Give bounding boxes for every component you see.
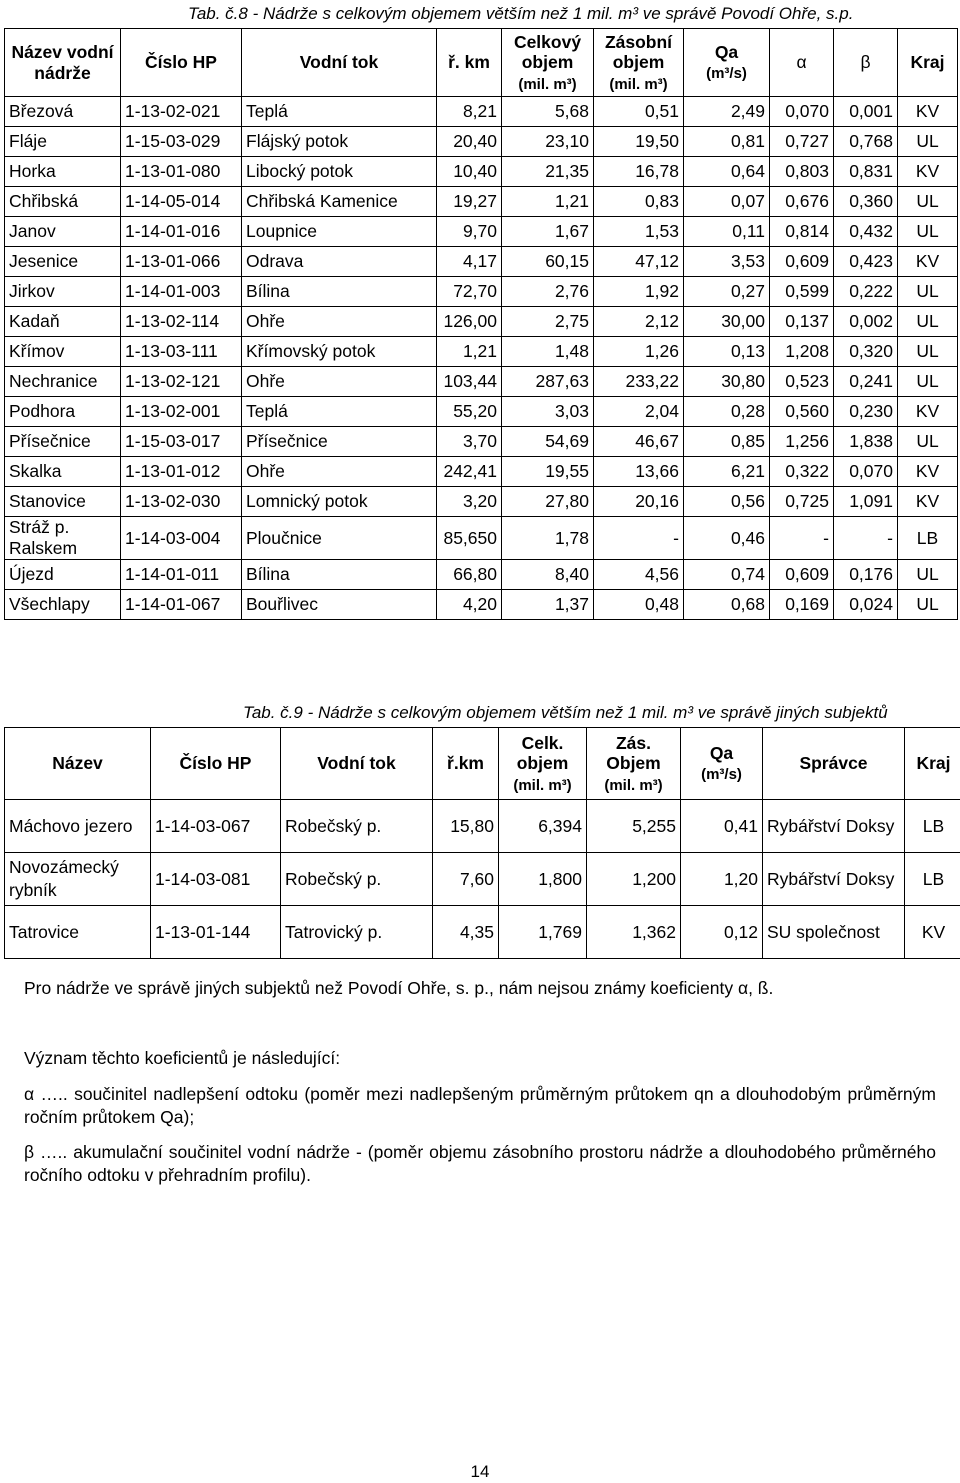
table-cell: 2,49 <box>684 97 770 127</box>
table-cell: Loupnice <box>242 217 437 247</box>
table-row <box>5 97 958 127</box>
header-region: Kraj <box>898 29 958 97</box>
table-cell: Skalka <box>5 457 121 487</box>
table-cell: 54,69 <box>502 427 594 457</box>
table-cell: 0,609 <box>770 560 834 590</box>
table-row <box>5 397 958 427</box>
note-coefficients: Pro nádrže ve správě jiných subjektů než Povodí Ohře, s. p., nám nejsou známy koeficienty α, ß. <box>24 978 774 998</box>
table-cell: 0,070 <box>834 457 898 487</box>
header-qa: Qa (m³/s) <box>684 29 770 97</box>
table-cell: 1-14-01-067 <box>121 590 242 620</box>
table-cell: 7,60 <box>433 853 499 906</box>
table-cell: 2,76 <box>502 277 594 307</box>
table-cell: Odrava <box>242 247 437 277</box>
table-cell: 1-13-01-066 <box>121 247 242 277</box>
table-cell: 19,55 <box>502 457 594 487</box>
table-cell: 85,650 <box>437 517 502 560</box>
table-cell: Bílina <box>242 560 437 590</box>
table-cell: 0,13 <box>684 337 770 367</box>
table-cell: 23,10 <box>502 127 594 157</box>
table-cell: Teplá <box>242 97 437 127</box>
table-cell: 1,091 <box>834 487 898 517</box>
table1-caption: Tab. č.8 - Nádrže s celkovým objemem větším než 1 mil. m³ ve správě Povodí Ohře, s.p. <box>188 4 854 23</box>
table-cell: 1,800 <box>499 853 587 906</box>
table-cell: 9,70 <box>437 217 502 247</box>
table-cell: 0,56 <box>684 487 770 517</box>
table-cell: 0,725 <box>770 487 834 517</box>
table-cell: 72,70 <box>437 277 502 307</box>
table-cell: 287,63 <box>502 367 594 397</box>
table-cell: Máchovo jezero <box>5 800 151 853</box>
table-cell: 1,208 <box>770 337 834 367</box>
table-cell: 19,27 <box>437 187 502 217</box>
table-cell: UL <box>898 590 958 620</box>
table-cell: Újezd <box>5 560 121 590</box>
table-cell: 0,46 <box>684 517 770 560</box>
table-row <box>5 560 958 590</box>
table-cell: 0,768 <box>834 127 898 157</box>
table-cell: 6,394 <box>499 800 587 853</box>
header-beta: β <box>834 29 898 97</box>
table-cell: 1,769 <box>499 906 587 959</box>
header-storage: Zásobní objem (mil. m³) <box>594 29 684 97</box>
table-cell: KV <box>898 457 958 487</box>
table-cell: 1-15-03-029 <box>121 127 242 157</box>
table-cell: Tatrovice <box>5 906 151 959</box>
table-cell: 0,48 <box>594 590 684 620</box>
table-cell: Janov <box>5 217 121 247</box>
header-km: ř. km <box>437 29 502 97</box>
table-cell: Stráž p. Ralskem <box>5 517 121 560</box>
table-cell: 0,523 <box>770 367 834 397</box>
table-cell: 0,001 <box>834 97 898 127</box>
table-cell: UL <box>898 277 958 307</box>
header2-storage: Zás. Objem (mil. m³) <box>587 728 681 800</box>
table-cell: 1,362 <box>587 906 681 959</box>
table-cell: 4,20 <box>437 590 502 620</box>
table-cell: 60,15 <box>502 247 594 277</box>
table-cell: Ploučnice <box>242 517 437 560</box>
table-cell: LB <box>905 800 960 853</box>
table-cell: 0,432 <box>834 217 898 247</box>
table-cell: 1-14-03-081 <box>151 853 281 906</box>
table-cell: Jesenice <box>5 247 121 277</box>
table-row <box>5 157 958 187</box>
table-cell: 66,80 <box>437 560 502 590</box>
table-cell: KV <box>898 157 958 187</box>
table-cell: 1-13-02-021 <box>121 97 242 127</box>
table-cell: 1-14-01-011 <box>121 560 242 590</box>
table-cell: - <box>834 517 898 560</box>
table-cell: 1-13-01-012 <box>121 457 242 487</box>
table-cell: 0,68 <box>684 590 770 620</box>
table-cell: 0,230 <box>834 397 898 427</box>
table-row <box>5 853 960 906</box>
table-cell: 6,21 <box>684 457 770 487</box>
table-cell: 126,00 <box>437 307 502 337</box>
table-cell: 1-14-01-003 <box>121 277 242 307</box>
table-cell: LB <box>898 517 958 560</box>
table-cell: Bouřlivec <box>242 590 437 620</box>
header-alpha: α <box>770 29 834 97</box>
table-cell: 1,21 <box>437 337 502 367</box>
table-cell: KV <box>898 97 958 127</box>
table-cell: 20,16 <box>594 487 684 517</box>
table1-body <box>5 97 958 620</box>
table-cell: 0,51 <box>594 97 684 127</box>
table-cell: 0,002 <box>834 307 898 337</box>
header-hp: Číslo HP <box>121 29 242 97</box>
table-row <box>5 367 958 397</box>
table-cell: 0,423 <box>834 247 898 277</box>
header2-qa: Qa (m³/s) <box>681 728 763 800</box>
table-cell: 2,75 <box>502 307 594 337</box>
table-cell: LB <box>905 853 960 906</box>
table-cell: 30,00 <box>684 307 770 337</box>
table-cell: 1,21 <box>502 187 594 217</box>
table-cell: 8,40 <box>502 560 594 590</box>
table-cell: 2,04 <box>594 397 684 427</box>
table-cell: 1,200 <box>587 853 681 906</box>
table-cell: 5,68 <box>502 97 594 127</box>
header2-total: Celk. objem (mil. m³) <box>499 728 587 800</box>
table-cell: 0,222 <box>834 277 898 307</box>
table-cell: UL <box>898 217 958 247</box>
table-cell: 0,169 <box>770 590 834 620</box>
table-cell: 1-13-02-121 <box>121 367 242 397</box>
table-cell: 0,676 <box>770 187 834 217</box>
table-cell: 3,70 <box>437 427 502 457</box>
table-cell: 21,35 <box>502 157 594 187</box>
table-cell: Libocký potok <box>242 157 437 187</box>
table-cell: 1,53 <box>594 217 684 247</box>
table-cell: Teplá <box>242 397 437 427</box>
table-cell: Přísečnice <box>5 427 121 457</box>
table-cell: 0,360 <box>834 187 898 217</box>
table-cell: 0,85 <box>684 427 770 457</box>
table-cell: 0,64 <box>684 157 770 187</box>
table-cell: 1-13-01-144 <box>151 906 281 959</box>
header2-km: ř.km <box>433 728 499 800</box>
table-cell: Lomnický potok <box>242 487 437 517</box>
table-cell: 0,831 <box>834 157 898 187</box>
table-cell: 1,26 <box>594 337 684 367</box>
table-cell: KV <box>898 247 958 277</box>
table-row <box>5 337 958 367</box>
table-cell: 0,814 <box>770 217 834 247</box>
table-cell: 0,070 <box>770 97 834 127</box>
table-cell: KV <box>898 397 958 427</box>
table-cell: 2,12 <box>594 307 684 337</box>
table-cell: Novozámecký rybník <box>5 853 151 906</box>
table-cell: 0,176 <box>834 560 898 590</box>
table-cell: UL <box>898 127 958 157</box>
table2-body <box>5 800 960 959</box>
table-cell: 1,67 <box>502 217 594 247</box>
beta-definition: β ….. akumulační součinitel vodní nádrže - (poměr objemu zásobního prostoru nádrže a dlouhodobého průměrného ročního odtoku v přehradním profilu). <box>24 1142 936 1185</box>
table-cell: 1-13-03-111 <box>121 337 242 367</box>
table-cell: 0,12 <box>681 906 763 959</box>
table-row <box>5 517 958 560</box>
table-cell: KV <box>905 906 960 959</box>
table-cell: Jirkov <box>5 277 121 307</box>
table-cell: 0,241 <box>834 367 898 397</box>
table-cell: Rybářství Doksy <box>763 800 905 853</box>
table-row <box>5 217 958 247</box>
table-cell: 4,56 <box>594 560 684 590</box>
table-cell: 0,41 <box>681 800 763 853</box>
table-cell: Přísečnice <box>242 427 437 457</box>
table-reservoirs-povodi <box>4 28 958 620</box>
table-cell: 1-14-03-067 <box>151 800 281 853</box>
table-cell: 0,11 <box>684 217 770 247</box>
table-cell: 19,50 <box>594 127 684 157</box>
page-number: 14 <box>470 1462 490 1481</box>
table-cell: 1-14-01-016 <box>121 217 242 247</box>
table-cell: UL <box>898 367 958 397</box>
table-row <box>5 277 958 307</box>
table-cell: 1-13-01-080 <box>121 157 242 187</box>
table-cell: 1,48 <box>502 337 594 367</box>
table-cell: 10,40 <box>437 157 502 187</box>
table-cell: 1,78 <box>502 517 594 560</box>
table-cell: 47,12 <box>594 247 684 277</box>
table-row <box>5 457 958 487</box>
table-cell: 233,22 <box>594 367 684 397</box>
table-row <box>5 427 958 457</box>
table-cell: 3,03 <box>502 397 594 427</box>
table-cell: Podhora <box>5 397 121 427</box>
table-cell: 0,07 <box>684 187 770 217</box>
table-cell: Bílina <box>242 277 437 307</box>
table-cell: Robečský p. <box>281 853 433 906</box>
table-cell: 0,137 <box>770 307 834 337</box>
table-cell: 1-13-02-001 <box>121 397 242 427</box>
table-cell: 0,28 <box>684 397 770 427</box>
header2-name: Název <box>5 728 151 800</box>
table-row <box>5 247 958 277</box>
table-cell: 1,20 <box>681 853 763 906</box>
table-cell: Fláje <box>5 127 121 157</box>
table-cell: 242,41 <box>437 457 502 487</box>
table-reservoirs-other <box>4 727 960 959</box>
table-cell: Ohře <box>242 367 437 397</box>
table-row <box>5 487 958 517</box>
table-cell: Všechlapy <box>5 590 121 620</box>
table-cell: 0,83 <box>594 187 684 217</box>
table-cell: 103,44 <box>437 367 502 397</box>
table-cell: 1,838 <box>834 427 898 457</box>
table-cell: 0,803 <box>770 157 834 187</box>
header-stream: Vodní tok <box>242 29 437 97</box>
header2-stream: Vodní tok <box>281 728 433 800</box>
table-cell: 20,40 <box>437 127 502 157</box>
table-row <box>5 590 958 620</box>
header2-hp: Číslo HP <box>151 728 281 800</box>
table-cell: 46,67 <box>594 427 684 457</box>
table-cell: UL <box>898 427 958 457</box>
table-cell: 3,20 <box>437 487 502 517</box>
table-cell: UL <box>898 307 958 337</box>
table-cell: Nechranice <box>5 367 121 397</box>
table-cell: 16,78 <box>594 157 684 187</box>
table-cell: 1-15-03-017 <box>121 427 242 457</box>
header-total: Celkový objem (mil. m³) <box>502 29 594 97</box>
table-cell: Flájský potok <box>242 127 437 157</box>
table-cell: 1-14-05-014 <box>121 187 242 217</box>
table-cell: KV <box>898 487 958 517</box>
table-cell: 13,66 <box>594 457 684 487</box>
table-cell: Robečský p. <box>281 800 433 853</box>
header2-region: Kraj <box>905 728 960 800</box>
table-cell: 0,81 <box>684 127 770 157</box>
table-cell: 0,599 <box>770 277 834 307</box>
table-cell: UL <box>898 337 958 367</box>
table-cell: Horka <box>5 157 121 187</box>
table-cell: Březová <box>5 97 121 127</box>
table-cell: 5,255 <box>587 800 681 853</box>
table-cell: 1,256 <box>770 427 834 457</box>
table-cell: 27,80 <box>502 487 594 517</box>
table-cell: 0,74 <box>684 560 770 590</box>
alpha-definition: α ….. součinitel nadlepšení odtoku (poměr mezi nadlepšeným průměrným průtokem qn a dlouhodobým průměrným ročním průtokem Qa); <box>24 1084 936 1127</box>
table-cell: 55,20 <box>437 397 502 427</box>
table-cell: 1-13-02-030 <box>121 487 242 517</box>
table2-caption: Tab. č.9 - Nádrže s celkovým objemem větším než 1 mil. m³ ve správě jiných subjektů <box>243 703 888 722</box>
table-row <box>5 906 960 959</box>
header2-admin: Správce <box>763 728 905 800</box>
table-cell: Křímovský potok <box>242 337 437 367</box>
table-cell: 1-14-03-004 <box>121 517 242 560</box>
table-cell: 0,609 <box>770 247 834 277</box>
meaning-heading: Význam těchto koeficientů je následující: <box>24 1048 341 1068</box>
table-cell: 3,53 <box>684 247 770 277</box>
table-cell: Tatrovický p. <box>281 906 433 959</box>
table-cell: 1,37 <box>502 590 594 620</box>
table-cell: 0,024 <box>834 590 898 620</box>
table-row <box>5 127 958 157</box>
table-cell: 1-13-02-114 <box>121 307 242 337</box>
table-cell: 8,21 <box>437 97 502 127</box>
table-cell: - <box>594 517 684 560</box>
table-cell: Křímov <box>5 337 121 367</box>
table-cell: 0,727 <box>770 127 834 157</box>
table-cell: Rybářství Doksy <box>763 853 905 906</box>
table-row <box>5 307 958 337</box>
table-cell: UL <box>898 560 958 590</box>
table-cell: 0,320 <box>834 337 898 367</box>
table-cell: 1,92 <box>594 277 684 307</box>
table-row <box>5 800 960 853</box>
table-cell: Chřibská Kamenice <box>242 187 437 217</box>
table-cell: 0,322 <box>770 457 834 487</box>
table-cell: UL <box>898 187 958 217</box>
table-cell: Chřibská <box>5 187 121 217</box>
table-cell: Ohře <box>242 457 437 487</box>
table-cell: 30,80 <box>684 367 770 397</box>
table-cell: Stanovice <box>5 487 121 517</box>
table-cell: - <box>770 517 834 560</box>
table-cell: SU společnost <box>763 906 905 959</box>
table-cell: 0,560 <box>770 397 834 427</box>
table-cell: 15,80 <box>433 800 499 853</box>
table-cell: 0,27 <box>684 277 770 307</box>
table-cell: Kadaň <box>5 307 121 337</box>
table-cell: Ohře <box>242 307 437 337</box>
table-cell: 4,17 <box>437 247 502 277</box>
table-row <box>5 187 958 217</box>
table-cell: 4,35 <box>433 906 499 959</box>
header-name: Název vodní nádrže <box>5 29 121 97</box>
